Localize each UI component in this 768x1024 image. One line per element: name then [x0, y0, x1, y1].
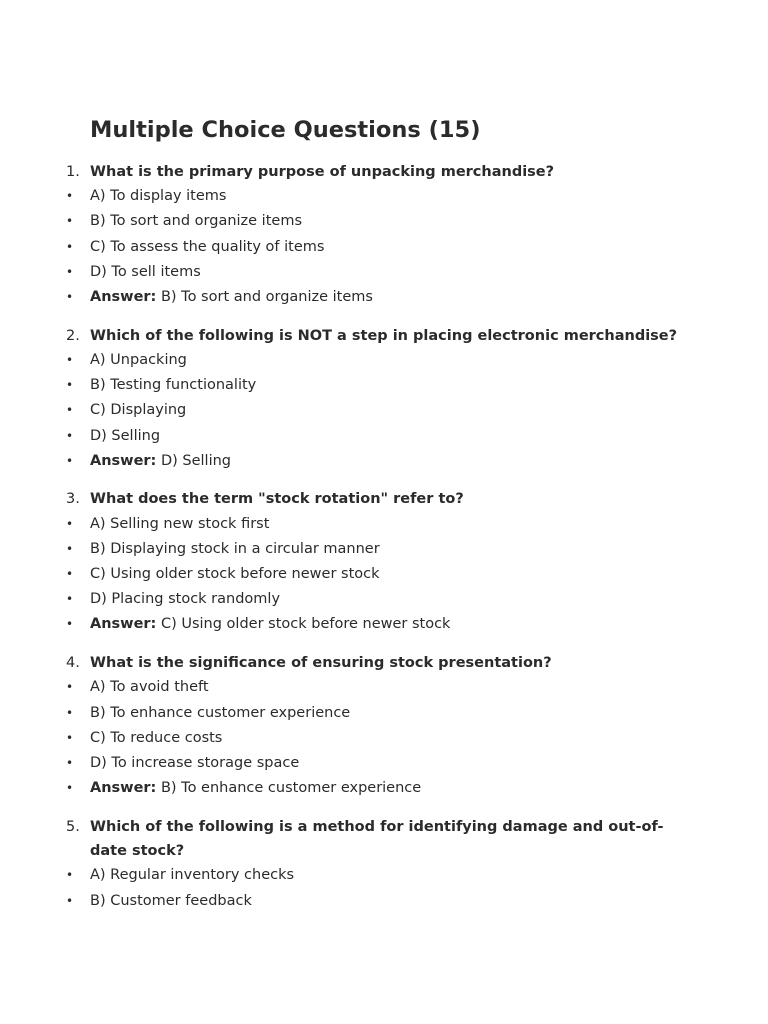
bullet-icon: • — [66, 617, 74, 632]
bullet-icon: • — [66, 428, 74, 443]
question-number: 1. — [66, 164, 80, 180]
bullet-icon: • — [66, 352, 74, 367]
option-text: A) Regular inventory checks — [90, 867, 295, 884]
option-list — [0, 512, 768, 638]
question-text — [0, 160, 768, 184]
option-text: B) Displaying stock in a circular manner — [90, 540, 380, 557]
question-list — [0, 160, 768, 927]
option-item — [0, 184, 768, 209]
question-block — [0, 324, 768, 474]
bullet-icon: • — [66, 189, 74, 204]
option-item — [0, 537, 768, 562]
option-text: A) Unpacking — [90, 351, 187, 368]
answer-label: Answer: — [90, 452, 157, 469]
option-list — [0, 184, 768, 310]
option-item — [0, 587, 768, 612]
option-text: A) Selling new stock first — [90, 515, 270, 532]
option-item — [0, 209, 768, 234]
option-list — [0, 675, 768, 801]
bullet-icon: • — [66, 541, 74, 556]
bullet-icon: • — [66, 592, 74, 607]
option-text: D) Selling — [90, 427, 161, 444]
answer-item — [0, 776, 768, 801]
question-text — [0, 651, 768, 675]
option-text: A) To display items — [90, 188, 227, 205]
option-text: D) To increase storage space — [90, 754, 300, 771]
bullet-icon: • — [66, 239, 74, 254]
bullet-icon: • — [66, 214, 74, 229]
option-text: B) Customer feedback — [90, 892, 252, 909]
bullet-icon: • — [66, 868, 74, 883]
option-text: B) To enhance customer experience — [90, 704, 351, 721]
bullet-icon: • — [66, 403, 74, 418]
question-block — [0, 160, 768, 310]
option-text: B) Testing functionality — [90, 377, 257, 394]
option-text: C) To reduce costs — [90, 729, 223, 746]
option-list — [0, 863, 768, 913]
option-text: C) To assess the quality of items — [90, 238, 325, 255]
question-prompt: What does the term "stock rotation" refer to? — [90, 491, 464, 508]
option-item — [0, 512, 768, 537]
option-item — [0, 863, 768, 888]
question-number: 3. — [66, 491, 80, 508]
bullet-icon: • — [66, 453, 74, 468]
bullet-icon: • — [66, 755, 74, 770]
question-block — [0, 651, 768, 801]
option-text: D) To sell items — [90, 263, 201, 280]
question-block — [0, 487, 768, 637]
answer-label: Answer: — [90, 288, 157, 305]
question-prompt: Which of the following is a method for identifying damage and out-of-date stock? — [90, 818, 664, 860]
question-number: 5. — [66, 818, 80, 835]
bullet-icon: • — [66, 516, 74, 531]
question-prompt: What is the primary purpose of unpacking merchandise? — [90, 164, 555, 180]
option-item — [0, 701, 768, 726]
option-item — [0, 373, 768, 398]
option-item — [0, 889, 768, 914]
option-item — [0, 751, 768, 776]
bullet-icon: • — [66, 289, 74, 304]
question-prompt: Which of the following is NOT a step in placing electronic merchandise? — [90, 327, 678, 344]
bullet-icon: • — [66, 705, 74, 720]
question-block — [0, 815, 768, 914]
option-text: C) Using older stock before newer stock — [90, 566, 380, 583]
page-title: Multiple Choice Questions (15) — [90, 117, 481, 143]
bullet-icon: • — [66, 781, 74, 796]
answer-item — [0, 285, 768, 310]
bullet-icon: • — [66, 567, 74, 582]
question-prompt: What is the significance of ensuring stock presentation? — [90, 655, 552, 672]
option-item — [0, 348, 768, 373]
bullet-icon: • — [66, 264, 74, 279]
option-text: D) Placing stock randomly — [90, 591, 281, 608]
answer-text: D) Selling — [160, 452, 232, 469]
option-item — [0, 235, 768, 260]
option-item — [0, 562, 768, 587]
option-item — [0, 398, 768, 423]
option-item — [0, 675, 768, 700]
question-text — [0, 815, 768, 863]
question-number: 4. — [66, 655, 80, 672]
bullet-icon: • — [66, 680, 74, 695]
answer-text: B) To enhance customer experience — [160, 780, 422, 797]
answer-text: B) To sort and organize items — [160, 288, 373, 305]
answer-label: Answer: — [90, 616, 157, 633]
option-list — [0, 348, 768, 474]
question-number: 2. — [66, 327, 80, 344]
answer-label: Answer: — [90, 780, 157, 797]
option-text: A) To avoid theft — [90, 679, 209, 696]
question-text — [0, 487, 768, 511]
question-text — [0, 324, 768, 348]
bullet-icon: • — [66, 893, 74, 908]
option-text: B) To sort and organize items — [90, 213, 302, 230]
answer-item — [0, 612, 768, 637]
bullet-icon: • — [66, 730, 74, 745]
option-text: C) Displaying — [90, 402, 187, 419]
answer-item — [0, 449, 768, 474]
answer-text: C) Using older stock before newer stock — [160, 616, 451, 633]
option-item — [0, 424, 768, 449]
option-item — [0, 260, 768, 285]
option-item — [0, 726, 768, 751]
bullet-icon: • — [66, 378, 74, 393]
